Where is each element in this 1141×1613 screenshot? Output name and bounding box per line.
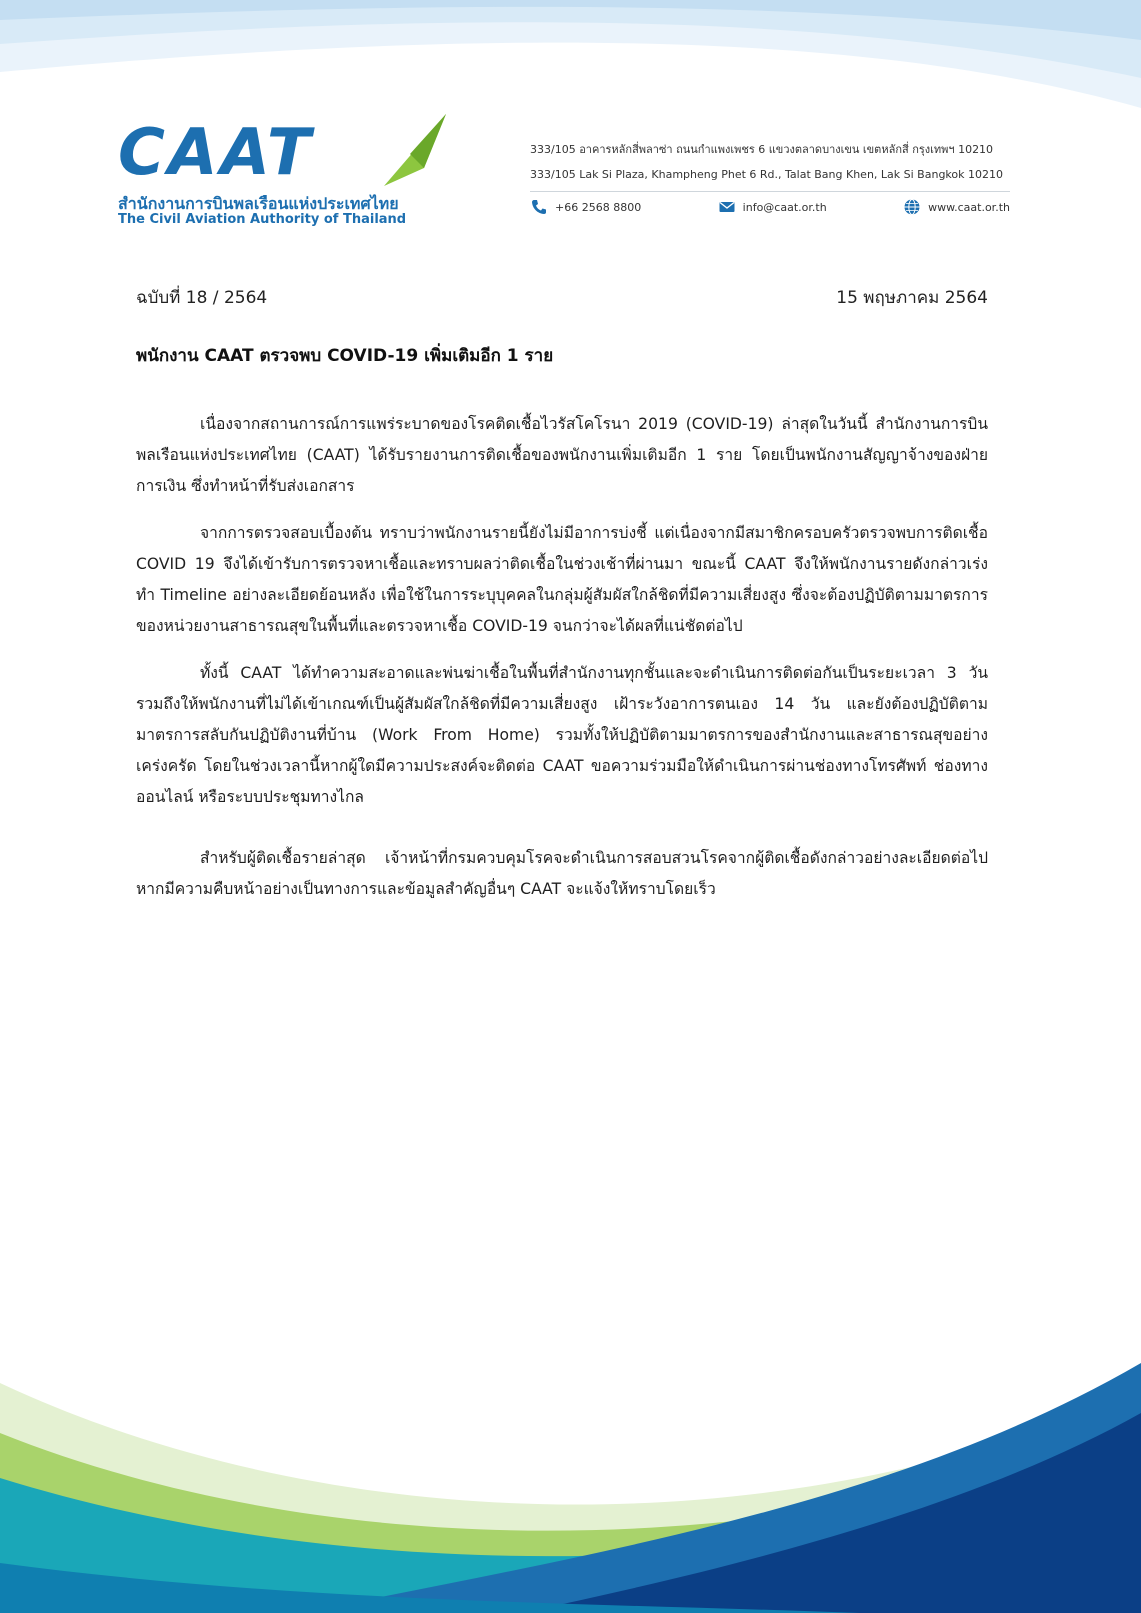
email-item[interactable]	[718, 198, 827, 216]
logo-name-th: สำนักงานการบินพลเรือนแห่งประเทศไทย	[118, 194, 399, 213]
document-number: ฉบับที่ 18 / 2564	[136, 288, 268, 308]
document-meta	[136, 284, 988, 311]
body-paragraph: เนื่องจากสถานการณ์การแพร่ระบาดของโรคติดเชื้อไวรัสโคโรนา 2019 (COVID-19) ล่าสุดในวันนี้ สำนักงานการบินพลเรือนแห่งประเทศไทย (CAAT) ได้รับรายงานการติดเชื้อของพนักงานเพิ่มเติมอีก 1 ราย โดยเป็นพนักงานสัญญาจ้างของฝ่ายการเงิน ซึ่งทำหน้าที่รับส่งเอกสาร	[136, 415, 988, 495]
mail-icon	[718, 198, 736, 216]
phone-icon	[530, 198, 548, 216]
caat-logo	[118, 112, 438, 232]
body-paragraph: สำหรับผู้ติดเชื้อรายล่าสุด เจ้าหน้าที่กรมควบคุมโรคจะดำเนินการสอบสวนโรคจากผู้ติดเชื้อดังกล่าวอย่างละเอียดต่อไป หากมีความคืบหน้าอย่างเป็นทางการและข้อมูลสำคัญอื่นๆ CAAT จะแจ้งให้ทราบโดยเร็ว	[136, 849, 988, 898]
address-en: 333/105 Lak Si Plaza, Khampheng Phet 6 Rd., Talat Bang Khen, Lak Si Bangkok 10210	[530, 168, 1003, 181]
document-title: พนักงาน CAAT ตรวจพบ COVID-19 เพิ่มเติมอีก 1 ราย	[136, 346, 554, 366]
bottom-wave-decoration	[0, 1303, 1141, 1613]
body-paragraph: จากการตรวจสอบเบื้องต้น ทราบว่าพนักงานรายนี้ยังไม่มีอาการบ่งชี้ แต่เนื่องจากมีสมาชิกครอบครัวตรวจพบการติดเชื้อ COVID 19 จึงได้เข้ารับการตรวจหาเชื้อและทราบผลว่าติดเชื้อในช่วงเช้าที่ผ่านมา ขณะนี้ CAAT จึงให้พนักงานรายดังกล่าวเร่งทำ Timeline อย่างละเอียดย้อนหลัง เพื่อใช้ในการระบุบุคคลในกลุ่มผู้สัมผัสใกล้ชิดที่มีความเสี่ยงสูง ซึ่งจะต้องปฏิบัติตามมาตรการของหน่วยงานสาธารณสุขในพื้นที่และตรวจหาเชื้อ COVID-19 จนกว่าจะได้ผลที่แน่ชัดต่อไป	[136, 524, 988, 635]
address-th: 333/105 อาคารหลักสี่พลาซ่า ถนนกำแพงเพชร 6 แขวงตลาดบางเขน เขตหลักสี่ กรุงเทพฯ 10210	[530, 143, 994, 156]
contact-divider	[530, 191, 1010, 192]
logo-swoosh-icon	[380, 112, 452, 190]
document-body	[136, 409, 988, 921]
phone-item	[530, 198, 641, 216]
body-paragraph: ทั้งนี้ CAAT ได้ทำความสะอาดและพ่นฆ่าเชื้อในพื้นที่สำนักงานทุกชั้นและจะดำเนินการติดต่อกันเป็นระยะเวลา 3 วัน รวมถึงให้พนักงานที่ไม่ได้เข้าเกณฑ์เป็นผู้สัมผัสใกล้ชิดที่มีความเสี่ยงสูง เฝ้าระวังอาการตนเอง 14 วัน และยังต้องปฏิบัติตามมาตรการสลับกันปฏิบัติงานที่บ้าน (Work From Home) รวมทั้งให้ปฏิบัติตามมาตรการของสำนักงานและสาธารณสุขอย่างเคร่งครัด โดยในช่วงเวลานี้หากผู้ใดมีความประสงค์จะติดต่อ CAAT ขอความร่วมมือให้ดำเนินการผ่านช่องทางโทรศัพท์ ช่องทางออนไลน์ หรือระบบประชุมทางไกล	[136, 664, 988, 806]
logo-name-en: The Civil Aviation Authority of Thailand	[118, 212, 407, 227]
document-date: 15 พฤษภาคม 2564	[836, 288, 988, 308]
logo-wordmark: CAAT	[118, 116, 314, 190]
globe-icon	[903, 198, 921, 216]
email-address: info@caat.or.th	[742, 200, 827, 214]
contact-row	[530, 198, 1010, 216]
website-item[interactable]	[903, 198, 1010, 216]
phone-number: +66 2568 8800	[555, 200, 642, 214]
letterhead	[0, 0, 1141, 240]
contact-block	[530, 137, 1010, 216]
website-url: www.caat.or.th	[928, 200, 1010, 214]
